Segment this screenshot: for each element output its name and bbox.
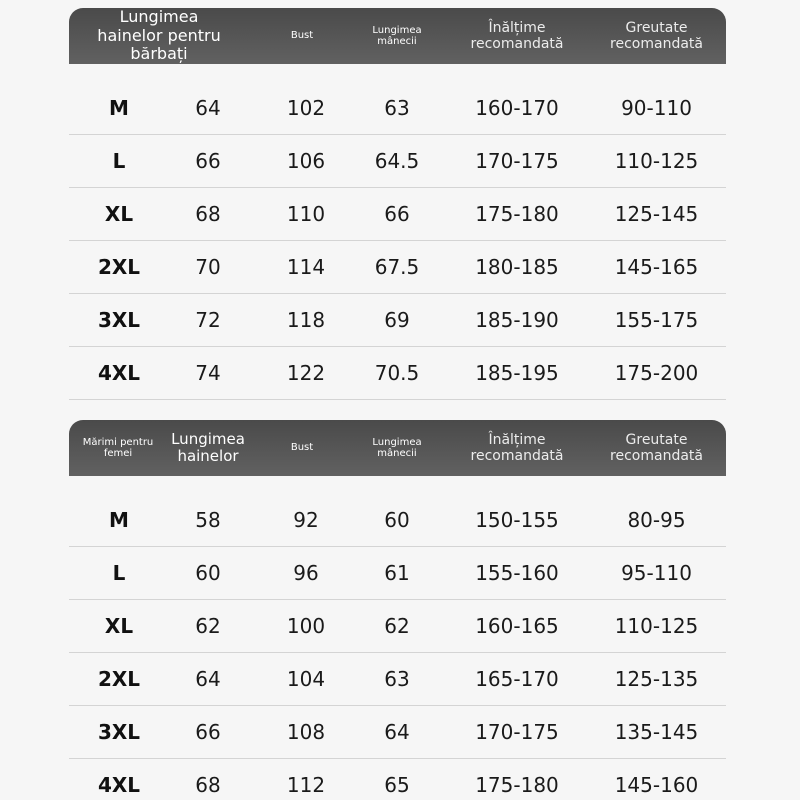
weight-cell: 90-110 bbox=[621, 96, 692, 120]
size-cell: XL bbox=[104, 202, 134, 226]
weight-cell: 135-145 bbox=[614, 720, 699, 744]
length-cell: 68 bbox=[195, 202, 221, 226]
weight-cell: 80-95 bbox=[627, 508, 686, 532]
size-cell: 4XL bbox=[97, 361, 141, 385]
length-cell: 58 bbox=[195, 508, 221, 532]
length-cell: 74 bbox=[195, 361, 221, 385]
weight-cell: 175-200 bbox=[614, 361, 699, 385]
sleeve-cell: 60 bbox=[384, 508, 410, 532]
bust-cell: 118 bbox=[286, 308, 326, 332]
table-row bbox=[69, 653, 726, 706]
sleeve-cell: 67.5 bbox=[374, 255, 420, 279]
size-cell: M bbox=[109, 96, 129, 120]
length-cell: 68 bbox=[195, 773, 221, 797]
sleeve-cell: 63 bbox=[384, 96, 410, 120]
sleeve-cell: 70.5 bbox=[374, 361, 420, 385]
bust-cell: 114 bbox=[286, 255, 326, 279]
table-row bbox=[69, 759, 726, 800]
size-cell: 4XL bbox=[97, 773, 141, 797]
weight-cell: 145-160 bbox=[614, 773, 699, 797]
table-row bbox=[69, 188, 726, 241]
men-table-header bbox=[69, 8, 726, 64]
sleeve-cell: 69 bbox=[384, 308, 410, 332]
women-header-size: Mărimi pentru femei bbox=[82, 436, 154, 459]
sleeve-cell: 64 bbox=[384, 720, 410, 744]
men-header-weight: Greutate recomandată bbox=[610, 19, 703, 52]
table-row bbox=[69, 241, 726, 294]
sleeve-cell: 61 bbox=[384, 561, 410, 585]
bust-cell: 106 bbox=[286, 149, 326, 173]
bust-cell: 108 bbox=[286, 720, 326, 744]
bust-cell: 92 bbox=[293, 508, 319, 532]
weight-cell: 95-110 bbox=[621, 561, 692, 585]
weight-cell: 145-165 bbox=[614, 255, 699, 279]
sleeve-cell: 62 bbox=[384, 614, 410, 638]
table-row bbox=[69, 600, 726, 653]
height-cell: 150-155 bbox=[475, 508, 559, 532]
sleeve-cell: 65 bbox=[384, 773, 410, 797]
height-cell: 185-190 bbox=[475, 308, 559, 332]
bust-cell: 112 bbox=[286, 773, 326, 797]
height-cell: 160-165 bbox=[475, 614, 559, 638]
sleeve-cell: 66 bbox=[384, 202, 410, 226]
height-cell: 175-180 bbox=[475, 773, 559, 797]
height-cell: 180-185 bbox=[475, 255, 559, 279]
length-cell: 66 bbox=[195, 720, 221, 744]
women-table-body bbox=[69, 494, 726, 800]
men-header-size-length: Lungimea hainelor pentru bărbați bbox=[97, 7, 221, 64]
length-cell: 72 bbox=[195, 308, 221, 332]
bust-cell: 110 bbox=[286, 202, 326, 226]
height-cell: 160-170 bbox=[475, 96, 559, 120]
size-cell: XL bbox=[104, 614, 134, 638]
men-header-sleeve: Lungimea mânecii bbox=[372, 24, 422, 47]
size-cell: L bbox=[112, 149, 126, 173]
height-cell: 155-160 bbox=[475, 561, 559, 585]
height-cell: 175-180 bbox=[475, 202, 559, 226]
weight-cell: 125-135 bbox=[614, 667, 699, 691]
length-cell: 64 bbox=[195, 667, 221, 691]
table-row bbox=[69, 494, 726, 547]
size-cell: 3XL bbox=[97, 720, 141, 744]
women-header-length: Lungimea hainelor bbox=[171, 429, 245, 465]
bust-cell: 102 bbox=[286, 96, 326, 120]
women-size-table bbox=[69, 420, 726, 800]
weight-cell: 125-145 bbox=[614, 202, 699, 226]
length-cell: 60 bbox=[195, 561, 221, 585]
length-cell: 70 bbox=[195, 255, 221, 279]
size-cell: M bbox=[109, 508, 129, 532]
table-row bbox=[69, 706, 726, 759]
women-header-sleeve: Lungimea mânecii bbox=[372, 436, 422, 459]
length-cell: 64 bbox=[195, 96, 221, 120]
size-cell: 3XL bbox=[97, 308, 141, 332]
women-header-height: Înălțime recomandată bbox=[470, 431, 564, 464]
table-row bbox=[69, 294, 726, 347]
weight-cell: 155-175 bbox=[614, 308, 699, 332]
size-cell: 2XL bbox=[97, 667, 141, 691]
women-header-weight: Greutate recomandată bbox=[610, 431, 703, 464]
men-table-body bbox=[69, 82, 726, 400]
women-table-header bbox=[69, 420, 726, 476]
size-cell: 2XL bbox=[97, 255, 141, 279]
men-size-table bbox=[69, 8, 726, 400]
table-row bbox=[69, 547, 726, 600]
height-cell: 165-170 bbox=[475, 667, 559, 691]
bust-cell: 96 bbox=[293, 561, 319, 585]
sleeve-cell: 63 bbox=[384, 667, 410, 691]
weight-cell: 110-125 bbox=[614, 149, 699, 173]
table-row bbox=[69, 135, 726, 188]
men-header-bust: Bust bbox=[290, 30, 314, 42]
bust-cell: 122 bbox=[286, 361, 326, 385]
length-cell: 62 bbox=[195, 614, 221, 638]
height-cell: 170-175 bbox=[475, 720, 559, 744]
weight-cell: 110-125 bbox=[614, 614, 699, 638]
bust-cell: 100 bbox=[286, 614, 326, 638]
size-cell: L bbox=[112, 561, 126, 585]
sleeve-cell: 64.5 bbox=[374, 149, 420, 173]
bust-cell: 104 bbox=[286, 667, 326, 691]
women-header-bust: Bust bbox=[290, 442, 314, 454]
men-header-height: Înălțime recomandată bbox=[470, 19, 564, 52]
table-row bbox=[69, 347, 726, 400]
table-row bbox=[69, 82, 726, 135]
height-cell: 170-175 bbox=[475, 149, 559, 173]
height-cell: 185-195 bbox=[475, 361, 559, 385]
length-cell: 66 bbox=[195, 149, 221, 173]
